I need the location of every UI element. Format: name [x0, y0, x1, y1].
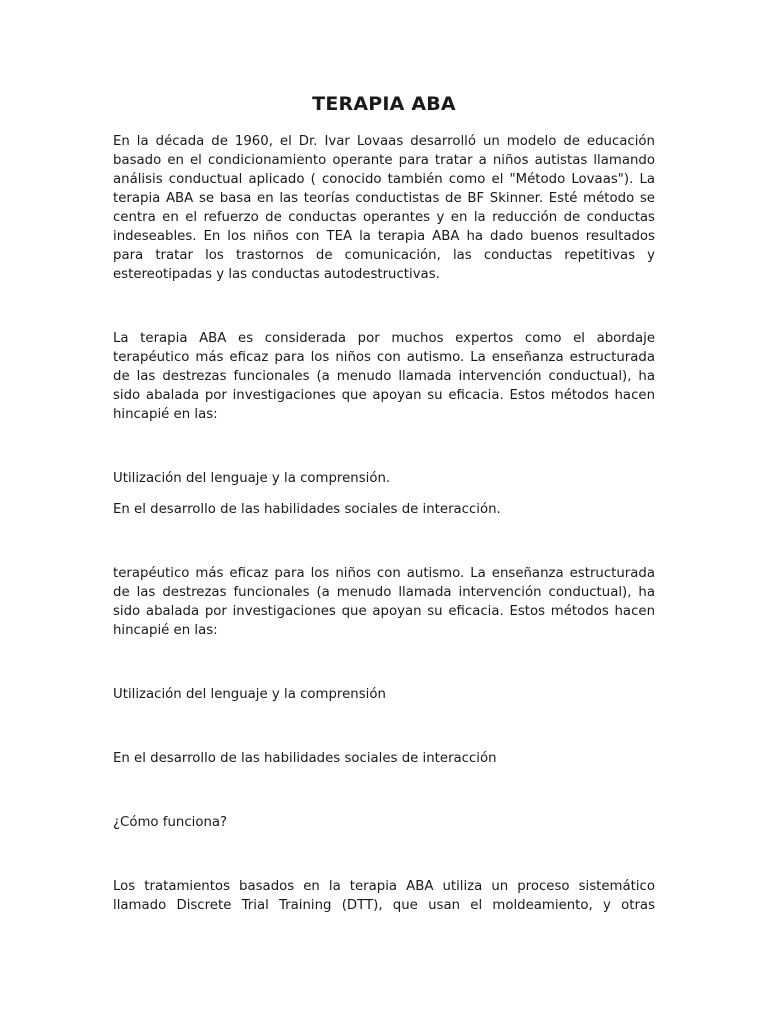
- item-language-repeated: Utilización del lenguaje y la comprensión: [113, 687, 386, 702]
- document-body: [113, 92, 655, 915]
- item-social-skills-repeated: En el desarrollo de las habilidades sociales de interacción: [113, 751, 497, 766]
- paragraph-repeated: terapéutico más eficaz para los niños con autismo. La enseñanza estructurada de las destrezas funcionales (a menudo llamada intervención conductual), ha sido abalada por investigaciones que apoyan su eficacia. Estos métodos hacen hincapié en las:: [113, 566, 655, 638]
- document-title: TERAPIA ABA: [312, 93, 456, 115]
- item-language: Utilización del lenguaje y la comprensión.: [113, 471, 391, 486]
- section-heading-how-it-works: ¿Cómo funciona?: [113, 815, 228, 830]
- item-social-skills: En el desarrollo de las habilidades sociales de interacción.: [113, 502, 501, 517]
- paragraph-treatments: Los tratamientos basados en la terapia ABA utiliza un proceso sistemático llamado Discrete Trial Training (DTT), que usan el moldeamiento, y otras: [113, 879, 655, 913]
- paragraph-history: En la década de 1960, el Dr. Ivar Lovaas desarrolló un modelo de educación basado en el condicionamiento operante para tratar a niños autistas llamando análisis conductual aplicado ( conocido también como el "Método Lovaas"). La terapia ABA se basa en las teorías conductistas de BF Skinner. Esté método se centra en el refuerzo de conductas operantes y en la reducción de conductas indeseables. En los niños con TEA la terapia ABA ha dado buenos resultados para tratar los trastornos de comunicación, las conductas repetitivas y estereotipadas y las conductas autodestructivas.: [113, 134, 655, 282]
- paragraph-effectiveness: La terapia ABA es considerada por muchos expertos como el abordaje terapéutico más eficaz para los niños con autismo. La enseñanza estructurada de las destrezas funcionales (a menudo llamada intervención conductual), ha sido abalada por investigaciones que apoyan su eficacia. Estos métodos hacen hincapié en las:: [113, 331, 655, 422]
